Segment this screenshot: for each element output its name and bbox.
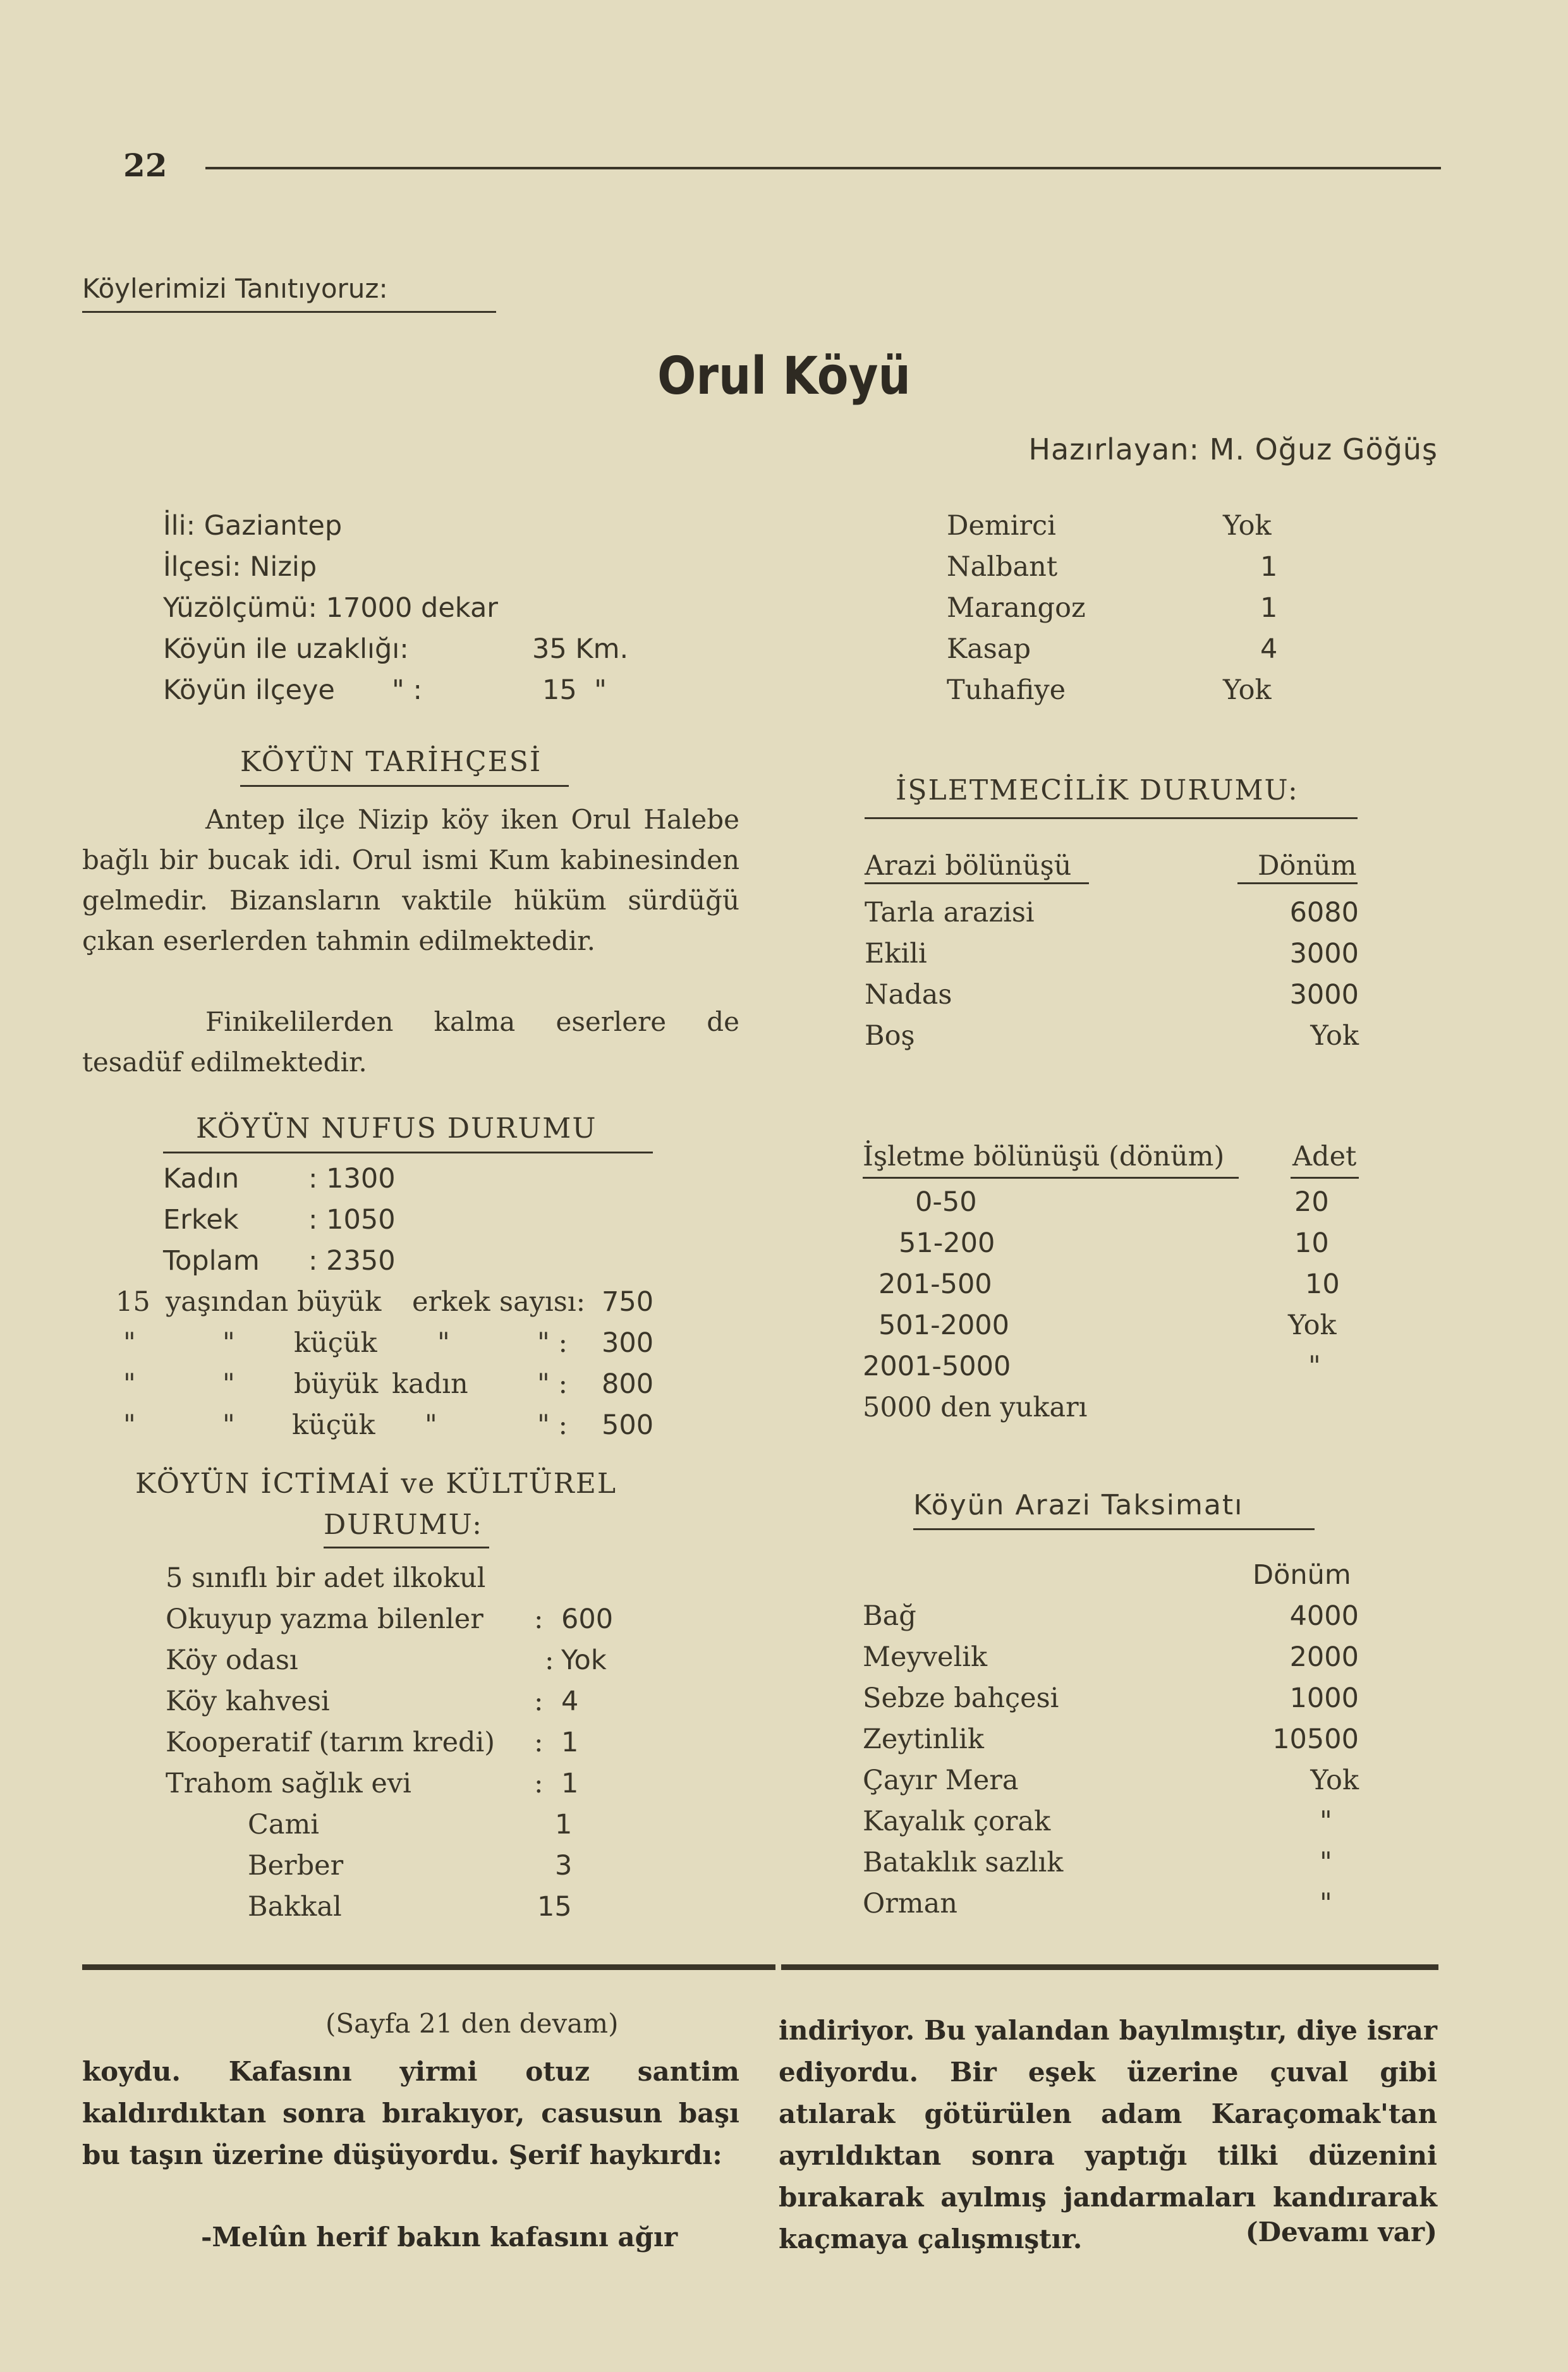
social-value: 1 [561, 1768, 579, 1799]
age-cell: büyük [294, 1368, 379, 1400]
age-cell: erkek [412, 1286, 490, 1318]
land-label: Bağ [863, 1600, 916, 1632]
social-sep: : [534, 1686, 544, 1717]
info-row: İli: Gaziantep [163, 510, 343, 542]
social-value: 600 [561, 1603, 614, 1635]
business-value: 3000 [1289, 938, 1359, 970]
info-row: Köyün ilçeye [163, 674, 335, 706]
social-label: Kooperatif (tarım kredi) [166, 1727, 495, 1758]
holdings-label: 2001-5000 [863, 1351, 1011, 1382]
population-label: Toplam [163, 1245, 260, 1277]
history-heading: KÖYÜN TARİHÇESİ [240, 746, 542, 778]
business-label: Boş [865, 1020, 915, 1052]
land-value: 10500 [1272, 1724, 1359, 1755]
land-label: Sebze bahçesi [863, 1682, 1059, 1714]
holdings-label: 201-500 [878, 1268, 992, 1300]
business-label: Tarla arazisi [865, 897, 1035, 928]
age-cell: yaşından [166, 1286, 289, 1318]
social-sep: : [534, 1603, 544, 1635]
craft-value: 1 [1260, 551, 1278, 583]
business-col-header: Dönüm [1258, 850, 1357, 882]
story-left-last: -Melûn herif bakın kafasını ağır [201, 2222, 678, 2253]
land-value: 4000 [1289, 1600, 1359, 1632]
land-label: Orman [863, 1888, 957, 1919]
section-label: Köylerimizi Tanıtıyoruz: [82, 273, 388, 304]
business-label: Ekili [865, 938, 927, 970]
holdings-value: Yok [1288, 1310, 1337, 1341]
social-heading-line2: DURUMU: [324, 1509, 483, 1541]
land-label: Bataklık sazlık [863, 1847, 1064, 1878]
article-title: Orul Köyü [657, 346, 911, 406]
land-heading: Köyün Arazi Taksimatı [913, 1489, 1244, 1521]
continued-note: (Sayfa 21 den devam) [325, 2008, 619, 2039]
shop-label: Bakkal [248, 1891, 342, 1923]
info-row: Köyün ile uzaklığı: [163, 633, 409, 665]
story-right-text: indiriyor. Bu yalandan bayılmıştır, diye israr ediyordu. Bir eşek üzerine çuval gibi atılarak götürülen adam Karaçomak'tan ayrıldıktan sonra yaptığı tilki düzenini bırakarak ayılmış jandarmaları kandırarak kaçmaya çalışmıştır. [779, 2015, 1437, 2254]
business-value: 6080 [1289, 897, 1359, 928]
land-label: Zeytinlik [863, 1724, 984, 1755]
info-value: 35 Km. [532, 633, 629, 665]
business-heading-underline [865, 817, 1358, 819]
age-cell: büyük [297, 1286, 382, 1318]
social-sep: : [534, 1768, 544, 1799]
age-cell: " [425, 1409, 437, 1441]
craft-label: Marangoz [947, 592, 1086, 624]
social-value: 4 [561, 1686, 579, 1717]
shop-value: 1 [555, 1809, 573, 1840]
population-value: : 2350 [308, 1245, 396, 1277]
social-label: Trahom sağlık evi [166, 1768, 411, 1799]
business-value: Yok [1310, 1020, 1359, 1052]
age-cell: 15 [116, 1286, 150, 1318]
header-rule [205, 167, 1441, 169]
holdings-value: 20 [1294, 1186, 1329, 1218]
holdings-col-header: İşletme bölünüşü (dönüm) [863, 1141, 1225, 1172]
holdings-col-underline [1291, 1177, 1359, 1179]
holdings-col-underline [863, 1177, 1239, 1179]
business-col-underline [1237, 882, 1358, 884]
social-value: Yok [561, 1645, 607, 1676]
social-label: Köy kahvesi [166, 1686, 330, 1717]
population-heading-underline [163, 1152, 653, 1153]
age-cell: sayısı: [499, 1286, 586, 1318]
age-cell: " [222, 1368, 235, 1400]
craft-label: Demirci [947, 510, 1056, 542]
land-value: Yok [1310, 1765, 1359, 1796]
land-heading-underline [913, 1528, 1315, 1530]
section-label-underline [82, 311, 496, 313]
business-value: 3000 [1289, 979, 1359, 1011]
land-col-header: Dönüm [1253, 1559, 1351, 1591]
land-value: " [1320, 1888, 1332, 1919]
age-cell: " : [537, 1368, 568, 1400]
author-line: Hazırlayan: M. Oğuz Göğüş [1028, 432, 1438, 466]
age-value: 500 [602, 1409, 654, 1441]
social-label: Köy odası [166, 1645, 298, 1676]
age-cell: " [222, 1327, 235, 1359]
story-left-text: koydu. Kafasını yirmi otuz santim kaldırdıktan sonra bırakıyor, casusun başı bu taşın üzerine düşüyordu. Şerif haykırdı: [82, 2056, 739, 2170]
land-value: " [1320, 1806, 1332, 1837]
craft-label: Kasap [947, 633, 1031, 665]
population-heading: KÖYÜN NUFUS DURUMU [196, 1112, 597, 1145]
social-label: Okuyup yazma bilenler [166, 1603, 483, 1635]
info-sep: " : [392, 674, 422, 706]
land-label: Çayır Mera [863, 1765, 1019, 1796]
land-value: 2000 [1289, 1641, 1359, 1673]
holdings-label: 501-2000 [878, 1310, 1010, 1341]
holdings-value: 10 [1305, 1268, 1340, 1300]
business-col-header: Arazi bölünüşü [865, 850, 1072, 882]
social-heading: KÖYÜN İCTİMAİ ve KÜLTÜREL [135, 1468, 617, 1500]
holdings-label: 5000 den yukarı [863, 1392, 1088, 1423]
holdings-label: 51-200 [899, 1227, 995, 1259]
age-cell: küçük [292, 1409, 375, 1441]
info-value: 15 " [542, 674, 607, 706]
age-cell: " : [537, 1327, 568, 1359]
shop-label: Cami [248, 1809, 320, 1840]
land-label: Meyvelik [863, 1641, 988, 1673]
social-intro: 5 sınıflı bir adet ilkokul [166, 1562, 486, 1594]
age-cell: " : [537, 1409, 568, 1441]
story-right-end: (Devamı var) [1245, 2217, 1437, 2247]
population-label: Kadın [163, 1163, 240, 1195]
info-row: Yüzölçümü: 17000 dekar [163, 592, 498, 624]
business-heading: İŞLETMECİLİK DURUMU: [896, 774, 1299, 806]
craft-value: 4 [1260, 633, 1278, 665]
age-cell: " [123, 1409, 136, 1441]
holdings-col-header: Adet [1292, 1141, 1357, 1172]
age-value: 300 [602, 1327, 654, 1359]
land-label: Kayalık çorak [863, 1806, 1051, 1837]
social-sep: : [545, 1645, 554, 1676]
land-value: 1000 [1289, 1682, 1359, 1714]
craft-label: Nalbant [947, 551, 1058, 583]
population-value: : 1300 [308, 1163, 396, 1195]
history-paragraph: Finikelilerden kalma eserlere de tesadüf edilmektedir. [82, 1006, 739, 1078]
holdings-label: 0-50 [915, 1186, 977, 1218]
age-cell: " [437, 1327, 450, 1359]
holdings-value: 10 [1294, 1227, 1329, 1259]
population-value: : 1050 [308, 1204, 396, 1236]
age-value: 750 [602, 1286, 654, 1318]
craft-value: 1 [1260, 592, 1278, 624]
population-label: Erkek [163, 1204, 239, 1236]
craft-value: Yok [1223, 510, 1272, 542]
age-cell: " [123, 1368, 136, 1400]
shop-value: 15 [537, 1891, 572, 1923]
social-value: 1 [561, 1727, 579, 1758]
business-label: Nadas [865, 979, 952, 1011]
age-cell: " [123, 1327, 136, 1359]
story-divider [781, 1964, 1438, 1970]
age-value: 800 [602, 1368, 654, 1400]
age-cell: " [222, 1409, 235, 1441]
age-cell: kadın [392, 1368, 468, 1400]
craft-label: Tuhafiye [947, 674, 1066, 706]
craft-value: Yok [1223, 674, 1272, 706]
land-value: " [1320, 1847, 1332, 1878]
social-heading-underline [324, 1547, 489, 1548]
info-row: İlçesi: Nizip [163, 551, 317, 583]
shop-label: Berber [248, 1850, 344, 1882]
social-sep: : [534, 1727, 544, 1758]
page-number: 22 [123, 147, 167, 184]
age-cell: küçük [294, 1327, 377, 1359]
shop-value: 3 [555, 1850, 573, 1882]
history-paragraph: Antep ilçe Nizip köy iken Orul Halebe bağlı bir bucak idi. Orul ismi Kum kabinesinden gelmedir. Bizansların vaktile hüküm sürdüğü çıkan eserlerden tahmin edilmektedir. [82, 804, 739, 956]
holdings-value: " [1308, 1351, 1321, 1382]
history-heading-underline [240, 785, 569, 787]
story-divider [82, 1964, 775, 1970]
business-col-underline [865, 882, 1089, 884]
